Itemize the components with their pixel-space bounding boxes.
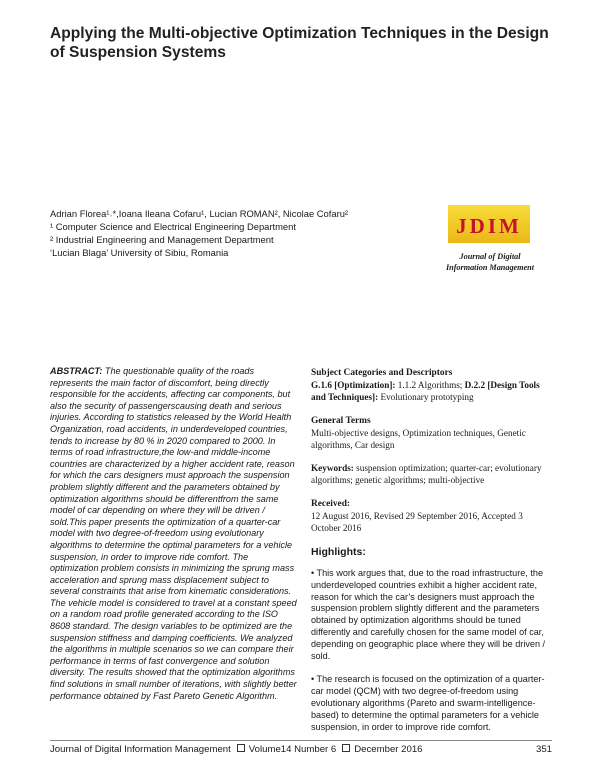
square-bullet-icon xyxy=(237,744,245,752)
jdim-logo-graphic xyxy=(447,204,531,244)
keywords-label: Keywords: xyxy=(311,463,354,473)
subject-code-1: G.1.6 [Optimization]: xyxy=(311,380,396,390)
page-number: 351 xyxy=(535,744,552,755)
abstract-text: The questionable quality of the roads represents the main factor of discomfort, being directly responsible for the accidents, affecting car components, but also the security of passengerscausing death and serious injuries. According to statistics released by the World Health Organization, road accidents, in underdeveloped countries, tends to increase by 80 % in 2020 compared to 2000. In terms of road infrastructure,the low-and middle-income countries are characterized by a higher accident rate, reason for which the cars designers must approach the suspension problem slightly different and the parameters obtained by optimization algorithms should be differentfrom the same model of car depending on where they will be driven / sold.This paper presents the optimization of a quarter-car model with two degree-of-freedom using evolutionary algorithms to determine the optimal parameters for a vehicle suspension, in order to improve ride comfort. The optimization problem consists in minimizing the sprung mass acceleration and sprung mass displacement subject to several constraints that arise from kinematic considerations. The vehicle model is considered to travel at a constant speed on a random road profile generated according to the ISO 8608 standard. The design variables to be optimized are the suspension stiffness and damping coefficients. We analyzed the algorithms in multiple scenarios so we can compare their performance in terms of fast convergence and solution diversity. The results showed that the optimization algorithms find solutions in small number of iterations, with slightly better performance obtained by Fast Pareto Genetic Algorithm. xyxy=(50,366,297,701)
general-terms-heading: General Terms xyxy=(311,416,371,426)
logo-text: JDIM xyxy=(456,214,522,238)
subject-text-2: Evolutionary prototyping xyxy=(378,392,474,402)
affiliation-2: ² Industrial Engineering and Management Department xyxy=(50,234,274,245)
journal-name-line-2: Information Management xyxy=(445,263,535,272)
paper-title: Applying the Multi-objective Optimization Techniques in the Design of Suspension Systems xyxy=(50,25,549,61)
page-footer xyxy=(50,744,552,755)
subject-text-1: 1.1.2 Algorithms; xyxy=(395,380,465,390)
received-heading: Received: xyxy=(311,499,351,509)
journal-name-line-1: Journal of Digital xyxy=(459,252,521,261)
subject-heading: Subject Categories and Descriptors xyxy=(311,368,453,378)
received-dates xyxy=(311,498,553,534)
author-block xyxy=(50,207,430,259)
journal-logo xyxy=(447,204,531,244)
footer-volume: Volume14 Number 6 xyxy=(248,744,337,755)
keywords-text: suspension optimization; quarter-car; evolutionary algorithms; genetic algorithms; multi-objective xyxy=(311,463,542,485)
abstract-label: ABSTRACT: xyxy=(50,366,103,376)
highlights xyxy=(311,546,553,733)
subject-categories xyxy=(311,367,553,403)
abstract xyxy=(50,366,298,702)
footer-journal: Journal of Digital Information Management xyxy=(50,744,231,755)
highlights-heading: Highlights: xyxy=(311,546,366,558)
journal-name xyxy=(440,251,540,273)
highlight-item-1: • This work argues that, due to the road infrastructure, the underdeveloped countries exhibit a higher accident rate, reason for which the car’s designers must approach the suspension problem slightly different and the parameters obtained by optimization algorithms should be tuned differently and carefully chosen for the same model of car, depending on geographic place where they will be driven / sold. xyxy=(311,568,546,661)
highlight-item-2: • The research is focused on the optimization of a quarter-car model (QCM) with two degree-of-freedom using evolutionary algorithms (Pareto and swarm-intelligence-based) to determine the optimal parameters for a vehicle suspension, in order to improve ride comfort. xyxy=(311,674,545,732)
received-text: 12 August 2016, Revised 29 September 2016, Accepted 3 October 2016 xyxy=(311,511,523,533)
keywords xyxy=(311,462,553,486)
general-terms xyxy=(311,415,553,451)
affiliation-1: ¹ Computer Science and Electrical Engineering Department xyxy=(50,221,296,232)
subject-code-2: D.2.2 [Design Tools and Techniques]: xyxy=(311,380,540,402)
general-terms-text: Multi-objective designs, Optimization techniques, Genetic algorithms, Car design xyxy=(311,428,526,450)
footer-date: December 2016 xyxy=(354,744,423,755)
footer-divider xyxy=(50,740,552,741)
square-bullet-icon xyxy=(342,744,350,752)
university: ‘Lucian Blaga’ University of Sibiu, Romania xyxy=(50,247,229,258)
author-names: Adrian Florea¹˒*,Ioana Ileana Cofaru¹, Lucian ROMAN², Nicolae Cofaru² xyxy=(50,208,349,219)
